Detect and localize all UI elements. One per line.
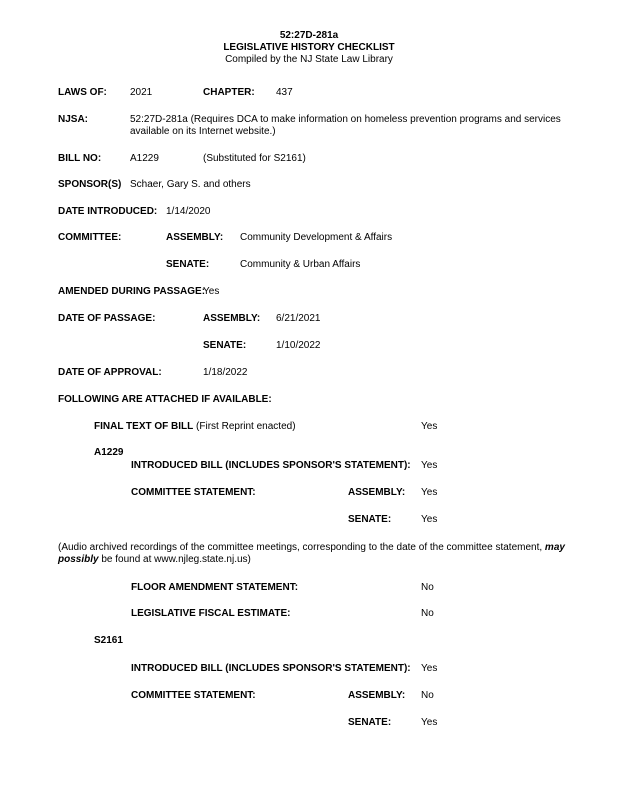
passage-senate-value: 1/10/2022	[276, 340, 321, 351]
s2161-introduced-label: INTRODUCED BILL (INCLUDES SPONSOR'S STATEMENT):	[131, 663, 411, 674]
date-of-approval-value: 1/18/2022	[203, 367, 248, 378]
final-text-note: (First Reprint enacted)	[196, 421, 296, 432]
attached-heading: FOLLOWING ARE ATTACHED IF AVAILABLE:	[58, 394, 272, 405]
final-text-label: FINAL TEXT OF BILL	[94, 421, 194, 432]
passage-assembly-label: ASSEMBLY:	[203, 313, 261, 324]
committee-assembly-label: ASSEMBLY:	[166, 232, 224, 243]
amended-label: AMENDED DURING PASSAGE:	[58, 286, 206, 297]
audio-note-link-text: be found at www.njleg.state.nj.us)	[98, 554, 251, 565]
checklist-title: LEGISLATIVE HISTORY CHECKLIST	[223, 42, 395, 53]
laws-of-label: LAWS OF:	[58, 87, 107, 98]
s2161-senate-value: Yes	[421, 717, 438, 728]
audio-note	[58, 542, 598, 566]
a1229-introduced-label: INTRODUCED BILL (INCLUDES SPONSOR'S STATEMENT):	[131, 460, 411, 471]
audio-note-emphasis: may possibly	[58, 542, 565, 565]
final-text-row	[94, 421, 296, 433]
laws-of-value: 2021	[130, 87, 153, 98]
a1229-committee-label: COMMITTEE STATEMENT:	[131, 487, 256, 498]
s2161-assembly-value: No	[421, 690, 434, 701]
s2161-introduced-value: Yes	[421, 663, 438, 674]
a1229-introduced-value: Yes	[421, 460, 438, 471]
a1229-senate-value: Yes	[421, 514, 438, 525]
passage-assembly-value: 6/21/2021	[276, 313, 321, 324]
amended-value: Yes	[203, 286, 220, 297]
njsa-value: 52:27D-281a (Requires DCA to make information on homeless prevention programs and services available on its Internet website.)	[130, 114, 561, 137]
floor-amendment-label: FLOOR AMENDMENT STATEMENT:	[131, 582, 299, 593]
bill-no-label: BILL NO:	[58, 153, 102, 164]
a1229-assembly-label: ASSEMBLY:	[348, 487, 406, 498]
audio-note-text: (Audio archived recordings of the committee meetings, corresponding to the date of the committee statement,	[58, 542, 545, 553]
date-introduced-value: 1/14/2020	[166, 206, 211, 217]
compiled-by: Compiled by the NJ State Law Library	[225, 54, 393, 65]
a1229-senate-label: SENATE:	[348, 514, 392, 525]
date-introduced-label: DATE INTRODUCED:	[58, 206, 158, 217]
s2161-assembly-label: ASSEMBLY:	[348, 690, 406, 701]
sponsors-value: Schaer, Gary S. and others	[130, 179, 251, 190]
fiscal-estimate-value: No	[421, 608, 434, 619]
s2161-senate-label: SENATE:	[348, 717, 392, 728]
committee-senate-label: SENATE:	[166, 259, 210, 270]
a1229-heading: A1229	[94, 447, 124, 458]
committee-label: COMMITTEE:	[58, 232, 122, 243]
final-text-value: Yes	[421, 421, 438, 432]
s2161-committee-label: COMMITTEE STATEMENT:	[131, 690, 256, 701]
date-of-approval-label: DATE OF APPROVAL:	[58, 367, 162, 378]
s2161-heading: S2161	[94, 635, 123, 646]
fiscal-estimate-label: LEGISLATIVE FISCAL ESTIMATE:	[131, 608, 291, 619]
passage-senate-label: SENATE:	[203, 340, 247, 351]
chapter-label: CHAPTER:	[203, 87, 255, 98]
sponsors-label: SPONSOR(S)	[58, 179, 122, 190]
committee-senate-value: Community & Urban Affairs	[240, 259, 361, 270]
committee-assembly-value: Community Development & Affairs	[240, 232, 393, 243]
a1229-assembly-value: Yes	[421, 487, 438, 498]
date-of-passage-label: DATE OF PASSAGE:	[58, 313, 156, 324]
njsa-label: NJSA:	[58, 114, 89, 125]
statute-heading: 52:27D-281a	[279, 30, 339, 41]
bill-no-value: A1229	[130, 153, 159, 164]
bill-no-note: (Substituted for S2161)	[203, 153, 306, 164]
chapter-value: 437	[276, 87, 293, 98]
floor-amendment-value: No	[421, 582, 434, 593]
